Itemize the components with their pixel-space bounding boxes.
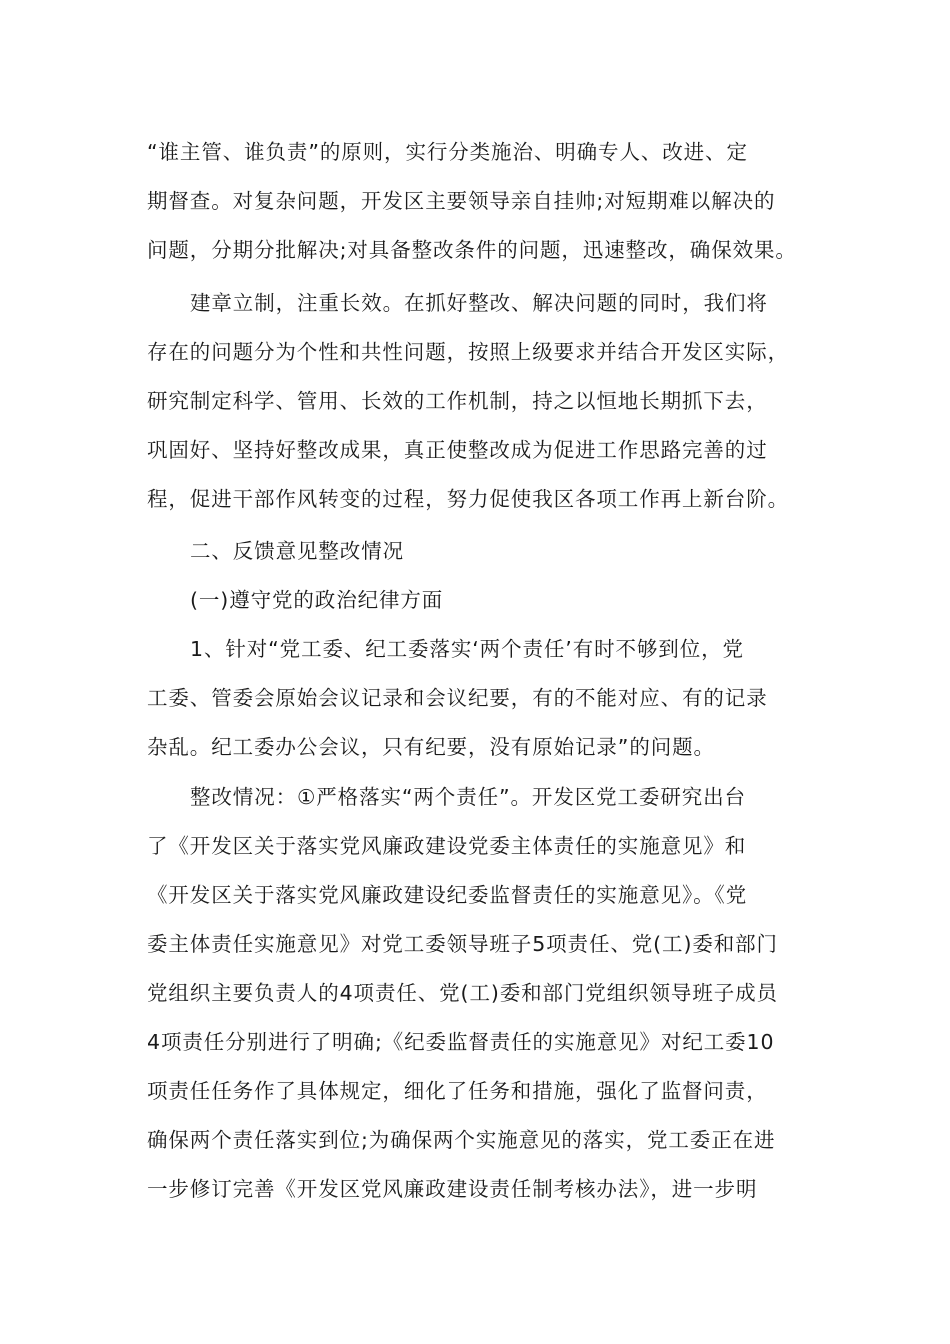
body-text-line: 项责任任务作了具体规定，细化了任务和措施，强化了监督问责， [147, 1079, 768, 1103]
body-text-line: 《开发区关于落实党风廉政建设纪委监督责任的实施意见》。《党 [147, 883, 748, 907]
body-text-line: 杂乱。纪工委办公会议，只有纪要，没有原始记录”的问题。 [147, 735, 715, 759]
body-text-line: 4项责任分别进行了明确;《纪委监督责任的实施意见》对纪工委10 [147, 1030, 775, 1054]
body-text-line: 巩固好、坚持好整改成果，真正使整改成为促进工作思路完善的过 [147, 438, 768, 462]
body-text-line: 党组织主要负责人的4项责任、党(工)委和部门党组织领导班子成员 [147, 981, 778, 1005]
body-text-line: 工委、管委会原始会议记录和会议纪要，有的不能对应、有的记录 [147, 686, 768, 710]
body-text-line: 问题，分期分批解决;对具备整改条件的问题，迅速整改，确保效果。 [147, 238, 797, 262]
body-text-line: 了《开发区关于落实党风廉政建设党委主体责任的实施意见》和 [147, 834, 747, 858]
paragraph-start-line: 1、针对“党工委、纪工委落实‘两个责任’有时不够到位，党 [190, 637, 744, 661]
body-text-line: 委主体责任实施意见》对党工委领导班子5项责任、党(工)委和部门 [147, 932, 778, 956]
body-text-line: 研究制定科学、管用、长效的工作机制，持之以恒地长期抓下去， [147, 389, 768, 413]
body-text-line: 确保两个责任落实到位;为确保两个实施意见的落实，党工委正在进 [147, 1128, 776, 1152]
body-text-line: 程，促进干部作风转变的过程，努力促使我区各项工作再上新台阶。 [147, 487, 789, 511]
section-heading: 二、反馈意见整改情况 [190, 539, 404, 563]
body-text-line: “谁主管、谁负责”的原则，实行分类施治、明确专人、改进、定 [147, 140, 748, 164]
paragraph-start-line: 建章立制，注重长效。在抓好整改、解决问题的同时，我们将 [190, 291, 768, 315]
body-text-line: 期督查。对复杂问题，开发区主要领导亲自挂帅;对短期难以解决的 [147, 189, 776, 213]
subsection-heading: (一)遵守党的政治纪律方面 [190, 588, 444, 612]
paragraph-start-line: 整改情况：①严格落实“两个责任”。开发区党工委研究出台 [190, 785, 746, 809]
body-text-line: 存在的问题分为个性和共性问题，按照上级要求并结合开发区实际， [147, 340, 789, 364]
body-text-line: 一步修订完善《开发区党风廉政建设责任制考核办法》，进一步明 [147, 1177, 758, 1201]
